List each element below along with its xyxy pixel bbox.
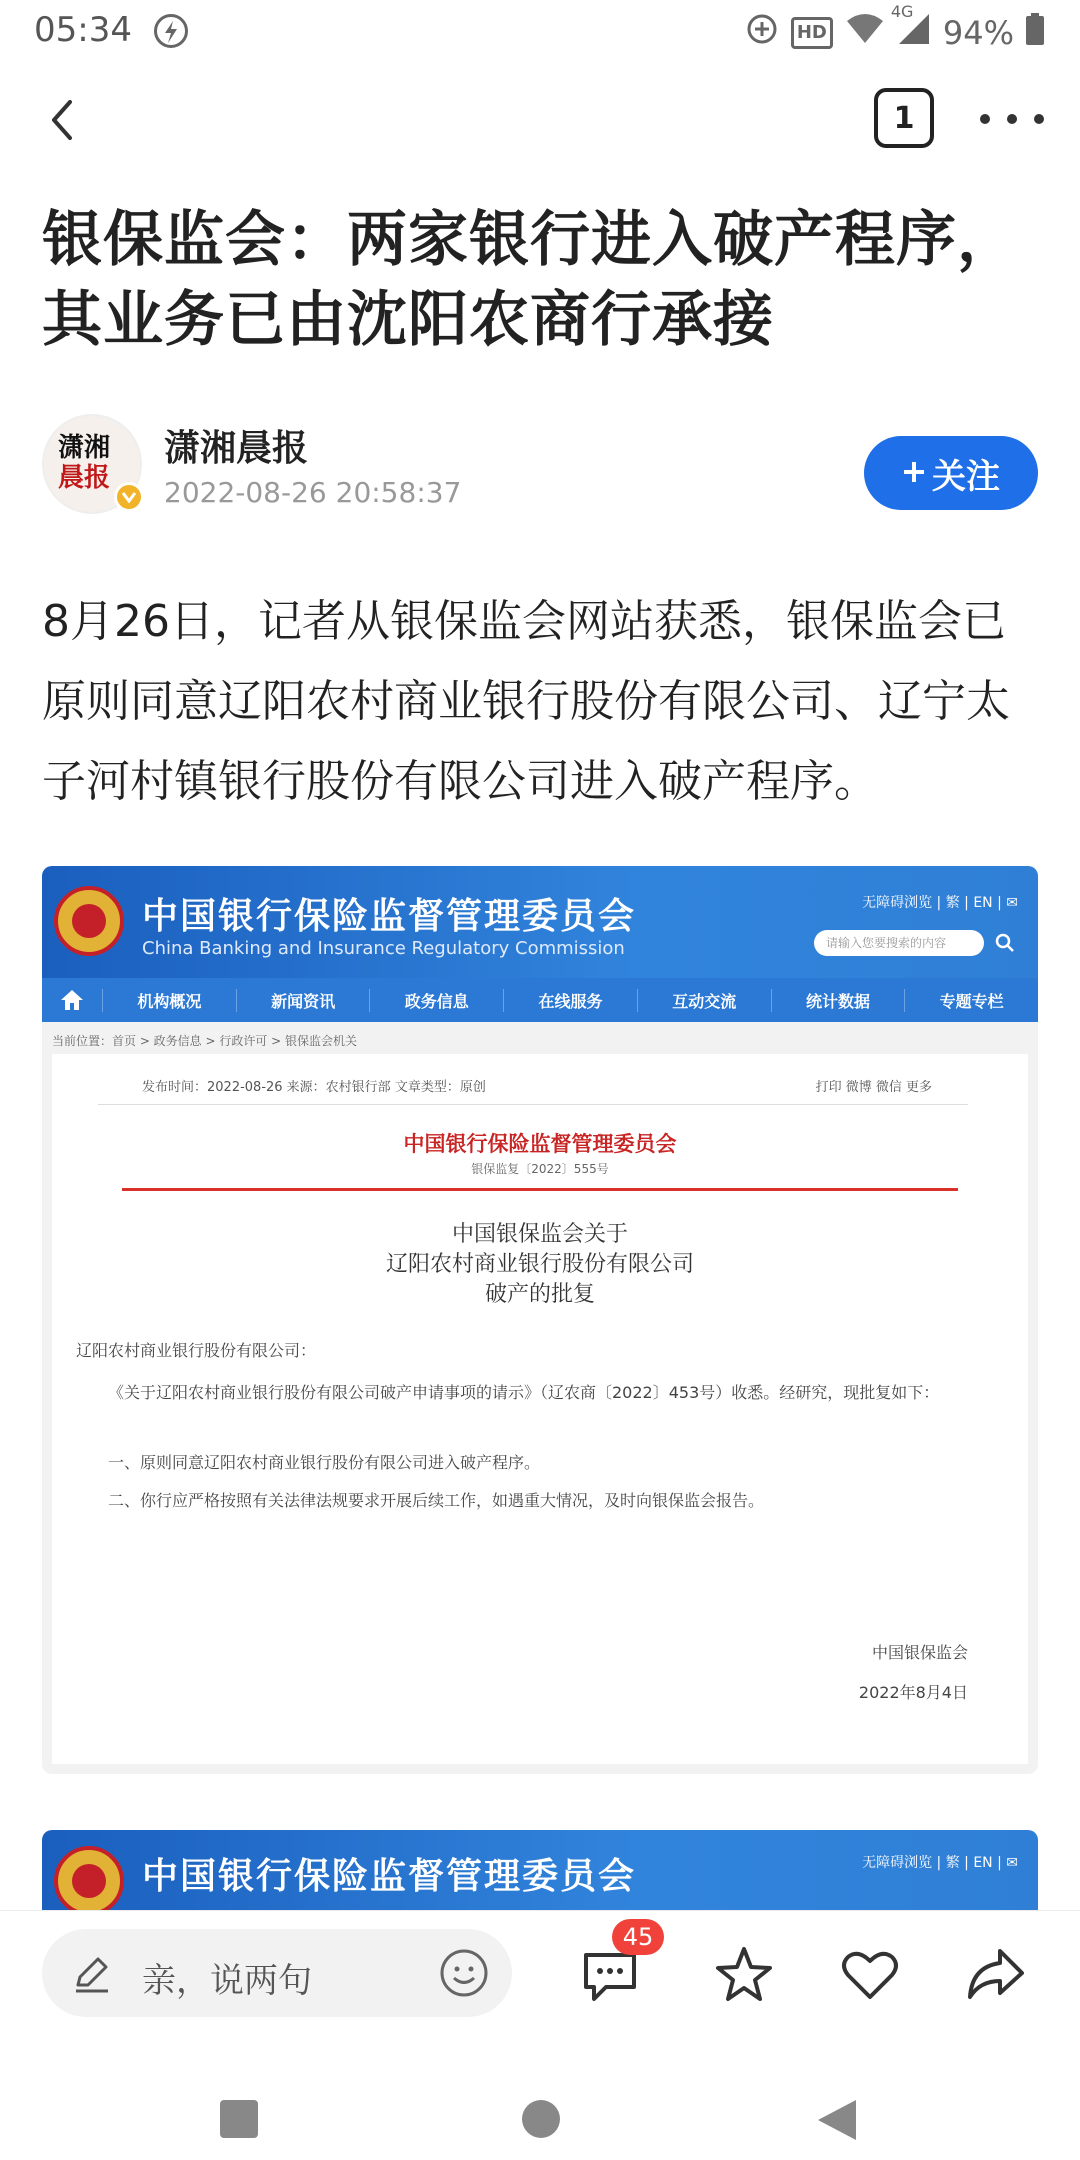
article-image-2[interactable] bbox=[42, 1830, 1038, 1910]
network-type: 4G bbox=[890, 2, 914, 21]
comment-placeholder: 亲，说两句 bbox=[142, 1961, 312, 2001]
banner-search-box: 请输入您要搜索的内容 bbox=[814, 930, 984, 956]
banner-title-cn: 中国银行保险监督管理委员会 bbox=[142, 1856, 637, 1897]
article-image-cbirc-notice[interactable] bbox=[42, 866, 1038, 1774]
site-menu-item: 新闻资讯 bbox=[236, 989, 370, 1012]
signal-icon bbox=[890, 2, 931, 54]
article-paragraph: 8月26日，记者从银保监会网站获悉，银保监会已原则同意辽阳农村商业银行股份有限公司、辽宁太子河村镇银行股份有限公司进入破产程序。 bbox=[42, 596, 1010, 807]
status-time: 05:34 bbox=[34, 10, 132, 50]
data-saver-icon bbox=[745, 12, 779, 54]
avatar-logo-line2: 晨报 bbox=[58, 463, 111, 493]
home-button-icon[interactable] bbox=[522, 2100, 560, 2138]
site-menu-item: 互动交流 bbox=[637, 989, 771, 1012]
notice-document bbox=[52, 1054, 1028, 1764]
national-emblem-icon bbox=[54, 886, 124, 956]
share-icon[interactable] bbox=[962, 1941, 1030, 2009]
wifi-icon bbox=[845, 13, 885, 53]
divider bbox=[98, 1104, 968, 1105]
notice-title-line: 辽阳农村商业银行股份有限公司 bbox=[385, 1252, 694, 1277]
battery-percent: 94% bbox=[942, 14, 1014, 52]
bottom-action-bar bbox=[0, 1910, 1080, 2030]
notice-paragraph: 一、原则同意辽阳农村商业银行股份有限公司进入破产程序。 bbox=[108, 1453, 541, 1472]
top-nav bbox=[0, 80, 1080, 160]
site-banner bbox=[42, 866, 1038, 978]
favorite-star-icon[interactable] bbox=[710, 1941, 778, 2009]
notice-doc-number: 银保监复〔2022〕555号 bbox=[471, 1162, 609, 1176]
site-menu-item: 专题专栏 bbox=[904, 989, 1038, 1012]
home-icon bbox=[42, 989, 102, 1011]
banner-title-en: China Banking and Insurance Regulatory Commission bbox=[142, 938, 625, 959]
search-icon bbox=[992, 930, 1018, 956]
notice-title bbox=[52, 1220, 1028, 1310]
comment-input[interactable] bbox=[42, 1929, 512, 2017]
hd-icon: HD bbox=[791, 17, 833, 49]
like-heart-icon[interactable] bbox=[836, 1941, 904, 2009]
status-bar bbox=[0, 0, 1080, 64]
notice-title-line: 破产的批复 bbox=[484, 1282, 595, 1307]
site-breadcrumb: 当前位置：首页 > 政务信息 > 行政许可 > 银保监会机关 bbox=[52, 1034, 358, 1048]
site-menu-item: 在线服务 bbox=[503, 989, 637, 1012]
avatar-logo-line1: 潇湘 bbox=[58, 433, 111, 463]
notice-addressee: 辽阳农村商业银行股份有限公司： bbox=[76, 1341, 317, 1360]
notice-signature: 中国银保监会 bbox=[871, 1643, 968, 1662]
author-row bbox=[42, 414, 1042, 524]
tab-count-button[interactable]: 1 bbox=[874, 88, 934, 148]
emoji-icon[interactable] bbox=[438, 1947, 490, 2003]
notice-title-line: 中国银保监会关于 bbox=[451, 1222, 628, 1247]
battery-icon bbox=[1026, 13, 1044, 53]
article-title: 银保监会：两家银行进入破产程序，其业务已由沈阳农商行承接 bbox=[42, 205, 1018, 355]
notice-meta: 发布时间：2022-08-26 来源：农村银行部 文章类型：原创 bbox=[142, 1080, 486, 1095]
back-icon[interactable] bbox=[36, 90, 96, 150]
verified-badge-icon bbox=[114, 482, 144, 512]
site-menu-item: 机构概况 bbox=[102, 989, 236, 1012]
site-menu-item: 政务信息 bbox=[369, 989, 503, 1012]
red-divider bbox=[122, 1188, 958, 1191]
comment-count-badge: 45 bbox=[612, 1919, 664, 1955]
charging-icon bbox=[154, 14, 188, 48]
notice-issuer: 中国银行保险监督管理委员会 bbox=[403, 1132, 677, 1156]
system-navigation-bar bbox=[0, 2040, 1080, 2160]
notice-date: 2022年8月4日 bbox=[858, 1683, 968, 1702]
publish-time: 2022-08-26 20:58:37 bbox=[164, 476, 462, 509]
author-name[interactable]: 潇湘晨报 bbox=[164, 428, 309, 469]
follow-label: 关注 bbox=[932, 456, 1000, 497]
banner-title-cn: 中国银行保险监督管理委员会 bbox=[142, 896, 637, 937]
banner-top-links: 无障碍浏览 | 繁 | EN | ✉ bbox=[862, 1855, 1018, 1871]
notice-share-links: 打印 微博 微信 更多 bbox=[815, 1080, 932, 1095]
notice-paragraph: 《关于辽阳农村商业银行股份有限公司破产申请事项的请示》（辽农商〔2022〕453号）收悉。经研究，现批复如下： bbox=[108, 1383, 940, 1402]
system-back-icon[interactable] bbox=[818, 2100, 856, 2140]
notice-paragraph: 二、你行应严格按照有关法律法规要求开展后续工作，如遇重大情况，及时向银保监会报告。 bbox=[108, 1491, 765, 1510]
more-options-icon[interactable] bbox=[980, 94, 1044, 144]
recent-apps-icon[interactable] bbox=[220, 2100, 258, 2138]
follow-button[interactable] bbox=[864, 436, 1038, 510]
plus-icon bbox=[902, 453, 926, 493]
national-emblem-icon bbox=[54, 1846, 124, 1910]
pen-icon bbox=[70, 1951, 114, 1999]
site-menu bbox=[42, 978, 1038, 1022]
site-menu-item: 统计数据 bbox=[771, 989, 905, 1012]
banner-top-links: 无障碍浏览 | 繁 | EN | ✉ bbox=[862, 895, 1018, 911]
